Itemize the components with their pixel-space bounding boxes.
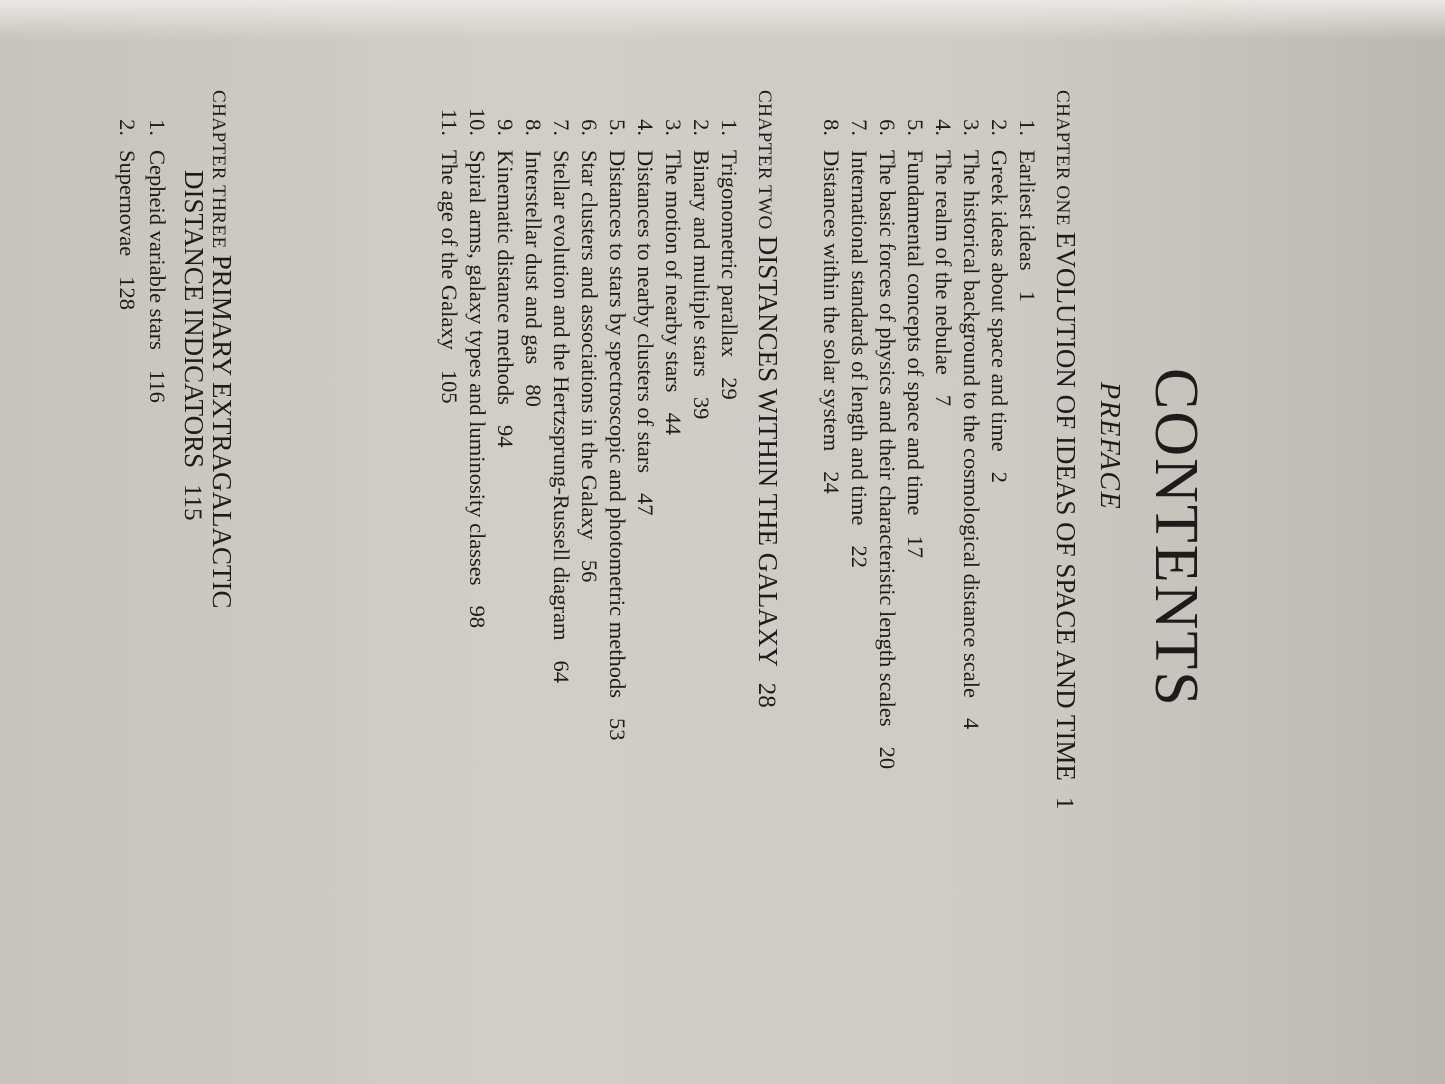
chapter-title-continued: DISTANCE INDICATORS xyxy=(179,170,209,469)
toc-entry xyxy=(929,100,957,1080)
entry-number: 8. xyxy=(819,119,844,136)
entry-page: 44 xyxy=(661,412,686,435)
entry-title: The motion of nearby stars xyxy=(661,150,686,393)
entry-title: Trigonometric parallax xyxy=(717,150,742,358)
entry-page: 22 xyxy=(847,545,872,569)
entry-page: 24 xyxy=(819,471,844,494)
chapter-title: DISTANCES WITHIN THE GALAXY xyxy=(753,235,783,667)
entry-title: Kinematic distance methods xyxy=(493,150,518,405)
entry-number: 2. xyxy=(987,119,1012,136)
page-title: CONTENTS xyxy=(1142,368,1210,708)
entry-number: 5. xyxy=(903,119,928,136)
entry-number: 9. xyxy=(493,119,518,136)
entry-title: The age of the Galaxy xyxy=(437,150,462,350)
entry-number: 8. xyxy=(521,119,546,136)
entry-page: 7 xyxy=(931,394,956,407)
entry-number: 1. xyxy=(145,119,170,136)
toc-entry xyxy=(715,100,743,1080)
chapter-two-heading xyxy=(749,90,783,1080)
toc-entry xyxy=(957,100,985,1080)
entry-title: Cepheid variable stars xyxy=(145,150,170,350)
chapter-title: EVOLUTION OF IDEAS OF SPACE AND TIME xyxy=(1051,231,1081,781)
entry-title: Stellar evolution and the Hertzsprung-Russell diagram xyxy=(549,150,574,641)
entry-number: 7. xyxy=(847,119,872,136)
toc-entry xyxy=(873,100,901,1080)
toc-entry xyxy=(817,100,845,1080)
chapter-three-title-line2 xyxy=(178,170,209,521)
toc-entry xyxy=(113,100,141,1080)
toc-entry xyxy=(659,100,687,1080)
entry-number: 2. xyxy=(689,119,714,136)
entry-page: 80 xyxy=(521,384,546,407)
entry-title: Binary and multiple stars xyxy=(689,150,714,377)
entry-title: Interstellar dust and gas xyxy=(521,150,546,365)
entry-page: 20 xyxy=(875,746,900,770)
chapter-page: 28 xyxy=(753,682,780,708)
entry-page: 39 xyxy=(689,396,714,420)
entry-number: 5. xyxy=(605,119,630,136)
entry-page: 116 xyxy=(145,369,170,403)
entry-page: 29 xyxy=(717,377,742,400)
toc-entry xyxy=(845,100,873,1080)
toc-entry xyxy=(985,100,1013,1080)
entry-title: Distances to nearby clusters of stars xyxy=(633,150,658,474)
chapter-label: CHAPTER ONE xyxy=(1052,90,1073,226)
entry-page: 128 xyxy=(115,276,140,310)
entry-title: Distances to stars by spectroscopic and photometric methods xyxy=(605,150,630,698)
entry-number: 3. xyxy=(661,119,686,136)
toc-entry xyxy=(1013,100,1041,1080)
entry-page: 4 xyxy=(959,717,984,730)
entry-page: 64 xyxy=(549,660,574,684)
toc-entry xyxy=(463,100,491,1080)
entry-page: 53 xyxy=(605,718,630,741)
toc-entry xyxy=(491,100,519,1080)
chapter-label: CHAPTER THREE xyxy=(208,90,229,249)
toc-entry xyxy=(687,100,715,1080)
entry-title: Distances within the solar system xyxy=(819,150,844,452)
entry-title: Spiral arms, galaxy types and luminosity classes xyxy=(465,150,490,586)
entry-title: International standards of length and time xyxy=(847,150,872,526)
chapter-title: PRIMARY EXTRAGALACTIC xyxy=(207,254,237,609)
toc-entry xyxy=(547,100,575,1080)
entry-number: 11. xyxy=(437,108,462,136)
entry-number: 7. xyxy=(549,119,574,136)
toc-entry xyxy=(575,100,603,1080)
entry-number: 1. xyxy=(1015,119,1040,136)
chapter-page: 115 xyxy=(179,484,206,521)
preface-heading: PREFACE xyxy=(1094,382,1125,511)
toc-entry xyxy=(603,100,631,1080)
toc-entry xyxy=(519,100,547,1080)
chapter-page: 1 xyxy=(1051,796,1078,810)
entry-number: 1. xyxy=(717,119,742,136)
entry-title: Supernovae xyxy=(115,150,140,257)
entry-page: 105 xyxy=(437,369,462,404)
toc-entry xyxy=(631,100,659,1080)
entry-page: 56 xyxy=(577,559,602,583)
entry-number: 10. xyxy=(465,107,490,136)
entry-number: 2. xyxy=(115,119,140,136)
toc-entry xyxy=(143,100,171,1080)
entry-title: Fundamental concepts of space and time xyxy=(903,150,928,516)
entry-page: 1 xyxy=(1015,290,1040,302)
entry-title: The historical background to the cosmological distance scale xyxy=(959,150,984,698)
entry-title: Greek ideas about space and time xyxy=(987,150,1012,452)
entry-number: 6. xyxy=(577,119,602,136)
entry-page: 47 xyxy=(633,493,658,516)
entry-title: The realm of the nebulae xyxy=(931,150,956,375)
entry-page: 17 xyxy=(903,535,928,559)
entry-number: 4. xyxy=(633,119,658,136)
entry-number: 4. xyxy=(931,119,956,136)
entry-title: The basic forces of physics and their characteristic length scales xyxy=(875,150,900,727)
chapter-one-heading xyxy=(1047,90,1081,1080)
chapter-label: CHAPTER TWO xyxy=(754,90,775,230)
entry-page: 2 xyxy=(987,471,1012,484)
toc-entry xyxy=(901,100,929,1080)
entry-page: 94 xyxy=(493,424,518,448)
entry-title: Star clusters and associations in the Galaxy xyxy=(577,150,602,540)
toc-entry xyxy=(435,100,463,1080)
entry-page: 98 xyxy=(465,605,490,629)
entry-number: 6. xyxy=(875,119,900,136)
entry-title: Earliest ideas xyxy=(1015,150,1040,271)
entry-number: 3. xyxy=(959,119,984,136)
